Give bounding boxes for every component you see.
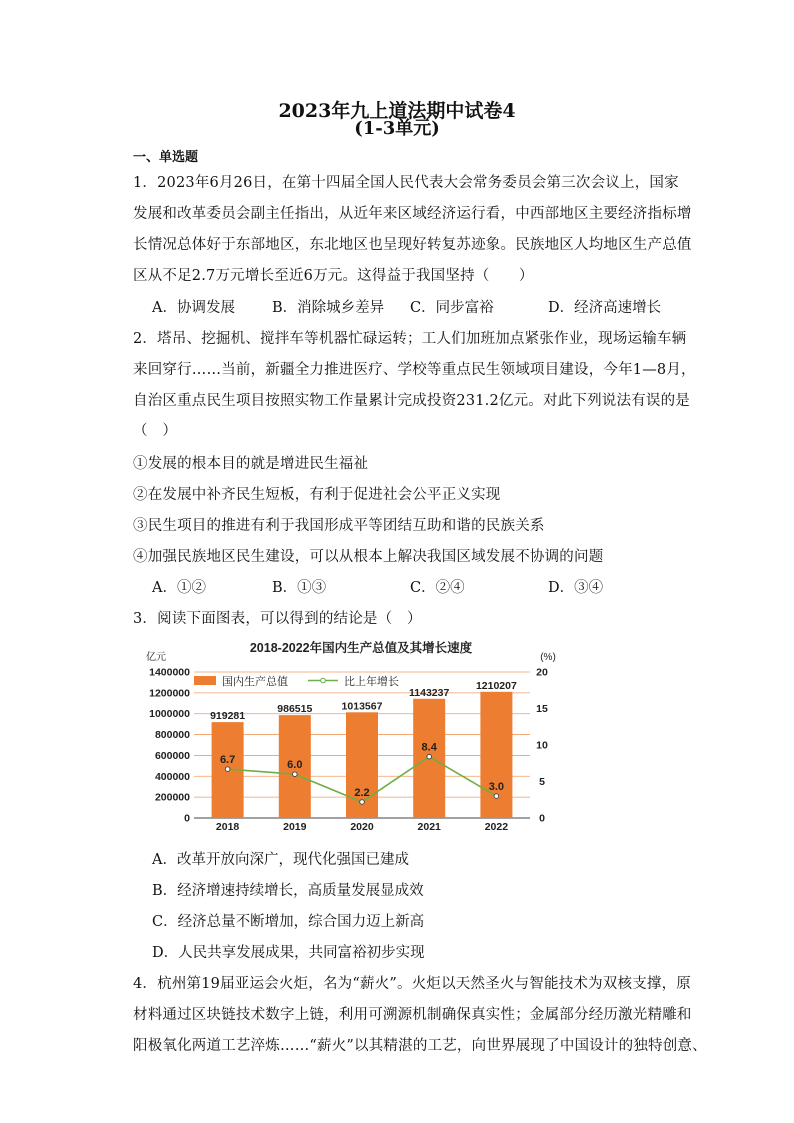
q2-statement: ③民生项目的推进有利于我国形成平等团结互助和谐的民族关系 [133, 518, 545, 534]
page-subtitle: (1-3单元) [354, 118, 440, 139]
q1-line: 长情况总体好于东部地区，东北地区也呈现好转复苏迹象。民族地区人均地区生产总值 [133, 237, 692, 253]
chart-title: 2018-2022年国内生产总值及其增长速度 [249, 641, 473, 655]
legend-bar-swatch [194, 676, 216, 685]
q1-option-a[interactable]: A．协调发展 [152, 300, 235, 316]
q2-line: 自治区重点民生项目按照实物工作量累计完成投资231.2亿元。对此下列说法有误的是 [133, 393, 691, 409]
growth-value-label: 2.2 [354, 786, 370, 799]
y-tick-left: 1200000 [149, 687, 190, 700]
q2-line: 2．塔吊、挖掘机、搅拌车等机器忙碌运转；工人们加班加点紧张作业，现场运输车辆 [133, 331, 687, 347]
y-tick-left: 400000 [154, 770, 190, 783]
q1-line: 区从不足2.7万元增长至近6万元。这得益于我国坚持（ ） [133, 268, 534, 284]
y-axis-right-unit: (%) [540, 652, 556, 663]
y-tick-left: 600000 [154, 749, 190, 762]
growth-value-label: 8.4 [421, 741, 437, 754]
bar-value-label: 919281 [210, 710, 246, 723]
q1-option-c[interactable]: C．同步富裕 [410, 300, 494, 316]
q3-option-b[interactable]: B．经济增速持续增长，高质量发展显成效 [152, 883, 424, 899]
y-tick-left: 1400000 [149, 666, 190, 679]
q2-option-b[interactable]: B．①③ [272, 580, 327, 596]
q3-stem: 3．阅读下面图表，可以得到的结论是（ ） [133, 611, 422, 627]
x-tick-label: 2020 [350, 821, 374, 833]
y-tick-left: 800000 [154, 729, 190, 742]
q1-option-b[interactable]: B．消除城乡差异 [272, 300, 385, 316]
legend-bar-label: 国内生产总值 [222, 676, 288, 688]
section-heading: 一、单选题 [133, 150, 199, 165]
y-tick-left: 200000 [154, 791, 190, 804]
gdp-chart [136, 636, 576, 836]
x-tick-label: 2019 [283, 821, 307, 833]
q4-line: 4．杭州第19届亚运会火炬，名为“薪火”。火炬以天然圣火与智能技术为双核支撑，原 [133, 976, 691, 992]
q3-option-c[interactable]: C．经济总量不断增加，综合国力迈上新高 [152, 914, 425, 930]
y-tick-left: 0 [184, 812, 190, 825]
x-tick-label: 2022 [484, 821, 509, 833]
q2-option-a[interactable]: A．①② [152, 580, 206, 596]
x-tick-label: 2018 [215, 821, 240, 833]
legend-line-marker [321, 678, 326, 683]
y-tick-left: 1000000 [149, 708, 190, 721]
y-tick-right: 5 [539, 776, 545, 788]
x-tick-label: 2021 [417, 821, 441, 833]
q1-option-d[interactable]: D．经济高速增长 [548, 300, 662, 316]
bar [480, 692, 512, 818]
bar-value-label: 986515 [277, 703, 313, 716]
bar-value-label: 1210207 [475, 679, 517, 692]
growth-point [494, 794, 499, 799]
q2-option-d[interactable]: D．③④ [548, 580, 604, 596]
y-tick-right: 15 [536, 703, 548, 715]
growth-value-label: 3.0 [488, 781, 505, 794]
growth-value-label: 6.7 [219, 754, 236, 767]
page-title: 2023年九上道法期中试卷4 [278, 100, 516, 122]
q4-line: 阳极氧化两道工艺淬炼……“薪火”以其精湛的工艺，向世界展现了中国设计的独特创意、 [133, 1038, 707, 1054]
q2-statement: ②在发展中补齐民生短板，有利于促进社会公平正义实现 [133, 487, 501, 503]
q1-line: 1．2023年6月26日，在第十四届全国人民代表大会常务委员会第三次会议上，国家 [133, 175, 679, 191]
growth-point [427, 754, 432, 759]
bar-value-label: 1143237 [409, 686, 450, 699]
growth-point [293, 772, 298, 777]
y-tick-right: 10 [536, 739, 548, 752]
y-tick-right: 20 [536, 666, 548, 679]
q1-line: 发展和改革委员会副主任指出，从近年来区域经济运行看，中西部地区主要经济指标增 [133, 206, 692, 222]
chart-legend [194, 674, 399, 688]
legend-line-label: 比上年增长 [344, 676, 399, 688]
y-tick-right: 0 [539, 812, 545, 825]
q2-statement: ④加强民族地区民生建设，可以从根本上解决我国区域发展不协调的问题 [133, 549, 604, 565]
q2-line: （ ） [133, 423, 178, 439]
growth-point [225, 767, 230, 772]
y-axis-left-unit: 亿元 [146, 652, 166, 663]
growth-point [360, 800, 365, 805]
q2-option-c[interactable]: C．②④ [410, 580, 465, 596]
q3-option-d[interactable]: D．人民共享发展成果，共同富裕初步实现 [152, 945, 425, 961]
q2-line: 来回穿行……当前，新疆全力推进医疗、学校等重点民生领域项目建设，今年1—8月， [133, 362, 696, 378]
q4-line: 材料通过区块链技术数字上链，利用可溯源机制确保真实性；金属部分经历激光精雕和 [133, 1007, 692, 1023]
growth-value-label: 6.0 [287, 759, 303, 772]
bar-value-label: 1013567 [341, 700, 383, 713]
q3-option-a[interactable]: A．改革开放向深广，现代化强国已建成 [152, 852, 409, 868]
q2-statement: ①发展的根本目的就是增进民生福祉 [133, 456, 369, 472]
